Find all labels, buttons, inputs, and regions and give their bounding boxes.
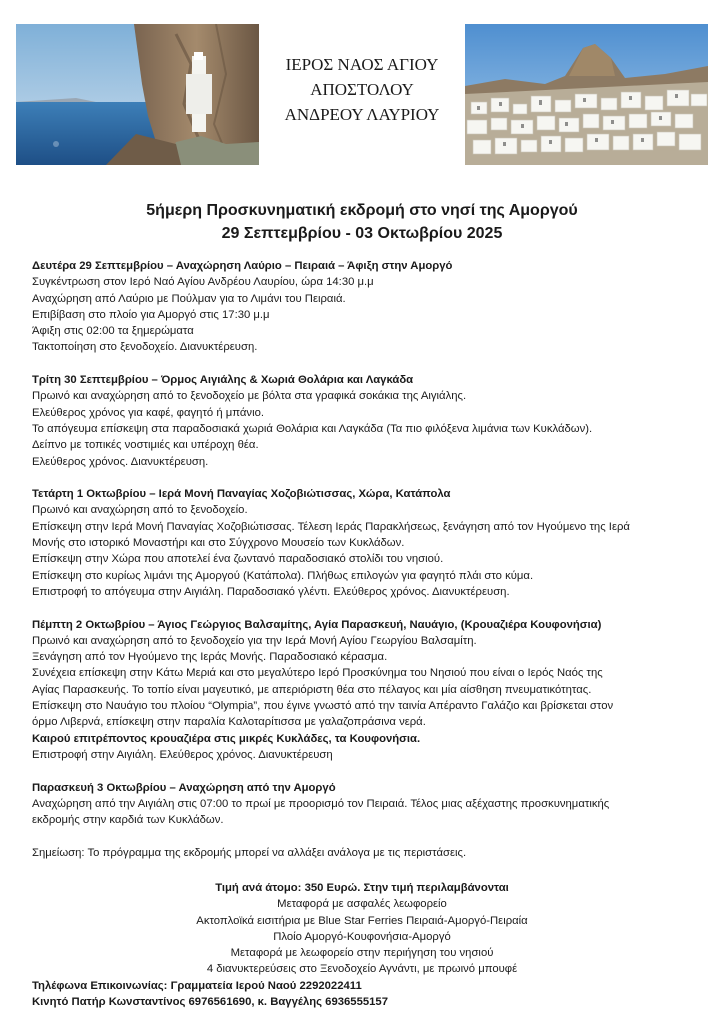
- church-name-line: ΑΠΟΣΤΟΛΟΥ: [310, 80, 414, 99]
- itinerary-line: Επίσκεψη στην Ιερά Μονή Παναγίας Χοζοβιώτισσας. Τέλεση Ιεράς Παρακλήσεως, ξενάγηση από τον Ηγούμενο της Ιερά: [32, 520, 630, 533]
- day-section: [32, 780, 704, 829]
- day-section: [32, 486, 704, 600]
- trip-title: [0, 199, 724, 245]
- included-item: Ακτοπλοϊκά εισιτήρια με Blue Star Ferries Πειραιά-Αμοργό-Πειραία: [196, 914, 528, 927]
- included-item: Πλοίο Αμοργό-Κουφονήσια-Αμοργό: [273, 930, 451, 943]
- price-heading: Τιμή ανά άτομο: 350 Ευρώ. Στην τιμή περιλαμβάνονται: [215, 882, 509, 894]
- itinerary-line: Άφιξη στις 02:00 τα ξημερώματα: [32, 325, 194, 338]
- itinerary-line: Δείπνο με τοπικές νοστιμιές και υπέροχη θέα.: [32, 439, 259, 452]
- itinerary-line: Επιστροφή το απόγευμα στην Αιγιάλη. Παραδοσιακό γλέντι. Ελεύθερος χρόνος. Διανυκτέρευση.: [32, 585, 510, 598]
- monastery-cliff-photo: [16, 24, 259, 165]
- included-item: 4 διανυκτερεύσεις στο Ξενοδοχείο Αγνάντι, με πρωινό μπουφέ: [206, 963, 518, 976]
- itinerary-line: Ξενάγηση από τον Ηγούμενο της Ιεράς Μονής. Παραδοσιακό κέρασμα.: [32, 651, 388, 664]
- cruise-notice: Καιρού επιτρέποντος κρουαζιέρα στις μικρές Κυκλάδες, τα Κουφονήσια.: [32, 732, 421, 745]
- itinerary-line: Επιστροφή στην Αιγιάλη. Ελεύθερος χρόνος. Διανυκτέρευση: [32, 748, 333, 761]
- itinerary-line: Αγίας Παρασκευής. Το τοπίο είναι μαγευτικό, με απεριόριστη θέα στο πέλαγος και μία αίσθηση πνευματικότητας.: [32, 683, 592, 696]
- contact-info: [32, 978, 704, 1011]
- itinerary-line: Ελεύθερος χρόνος για καφέ, φαγητό ή μπάνιο.: [32, 406, 265, 419]
- schedule-note: Σημείωση: Το πρόγραμμα της εκδρομής μπορεί να αλλάξει ανάλογα με τις περιστάσεις.: [32, 846, 467, 859]
- trip-title-line: 5ήμερη Προσκυνηματική εκδρομή στο νησί της Αμοργού: [146, 202, 578, 219]
- itinerary-line: Συνέχεια επίσκεψη στην Κάτω Μεριά και στο μεγαλύτερο Ιερό Προσκύνημα του Νησιού που είναι ο Ιερός Ναός της: [32, 667, 603, 680]
- day-heading: Δευτέρα 29 Σεπτεμβρίου – Αναχώρηση Λαύριο – Πειραιά – Άφιξη στην Αμοργό: [32, 260, 453, 272]
- itinerary-line: Πρωινό και αναχώρηση από το ξενοδοχείο με βόλτα στα γραφικά σοκάκια της Αιγιάλης.: [32, 390, 467, 403]
- day-heading: Τετάρτη 1 Οκτωβρίου – Ιερά Μονή Παναγίας Χοζοβιώτισσας, Χώρα, Κατάπολα: [32, 488, 451, 501]
- included-item: Μεταφορά με ασφαλές λεωφορείο: [277, 898, 447, 911]
- itinerary: [32, 258, 704, 861]
- itinerary-line: Τακτοποίηση στο ξενοδοχείο. Διανυκτέρευση.: [32, 341, 258, 354]
- header: [16, 24, 708, 166]
- itinerary-line: Συγκέντρωση στον Ιερό Ναό Αγίου Ανδρέου Λαυρίου, ώρα 14:30 μ.μ: [32, 276, 374, 289]
- itinerary-line: Αναχώρηση από Λαύριο με Πούλμαν για το Λιμάνι του Πειραιά.: [32, 292, 346, 305]
- day-heading: Πέμπτη 2 Οκτωβρίου – Άγιος Γεώργιος Βαλσαμίτης, Αγία Παρασκευή, Ναυάγιο, (Κρουαζιέρα Κουφονήσια): [32, 618, 602, 631]
- itinerary-line: Επίσκεψη στο Ναυάγιο του πλοίου “Olympia”, που έγινε γνωστό από την ταινία Απέραντο Γαλάζιο και βρίσκεται στον: [32, 700, 614, 713]
- contact-phone-mobile: Κινητό Πατήρ Κωνσταντίνος 6976561690, κ. Βαγγέλης 6936555157: [32, 996, 388, 1009]
- church-name-line: ΑΝΔΡΕΟΥ ΛΑΥΡΙΟΥ: [284, 105, 440, 124]
- itinerary-line: Επίσκεψη στο κυρίως λιμάνι της Αμοργού (Κατάπολα). Πλήθως επιλογών για φαγητό πλάι στο κύμα.: [32, 569, 534, 582]
- itinerary-line: εκδρομής στην καρδιά των Κυκλάδων.: [32, 814, 224, 827]
- itinerary-line: Πρωινό και αναχώρηση από το ξενοδοχείο για την Ιερά Μονή Αγίου Γεωργίου Βαλσαμίτη.: [32, 634, 477, 647]
- itinerary-line: Ελεύθερος χρόνος. Διανυκτέρευση.: [32, 455, 209, 468]
- itinerary-line: Το απόγευμα επίσκεψη στα παραδοσιακά χωριά Θολάρια και Λαγκάδα (Τα πιο φιλόξενα λιμάνια των Κυκλάδων).: [32, 422, 593, 435]
- monastery-cliff-image: [16, 24, 259, 165]
- church-name: [269, 52, 455, 127]
- itinerary-line: Αναχώρηση από την Αιγιάλη στις 07:00 το πρωί με προορισμό τον Πειραιά. Τέλος μιας αξέχαστης προσκυνηματικής: [32, 797, 610, 810]
- day-section: [32, 617, 704, 764]
- itinerary-line: Μονής στο ιστορικό Μοναστήρι και στο Σύγχρονο Μουσείο των Κυκλάδων.: [32, 537, 405, 550]
- itinerary-line: Επιβίβαση στο πλοίο για Αμοργό στις 17:30 μ.μ: [32, 308, 270, 321]
- itinerary-line: Πρωινό και αναχώρηση από το ξενοδοχείο.: [32, 504, 248, 517]
- church-name-line: ΙΕΡΟΣ ΝΑΟΣ ΑΓΙΟΥ: [285, 55, 439, 74]
- price-section: [0, 880, 724, 978]
- day-heading: Παρασκευή 3 Οκτωβρίου – Αναχώρηση από την Αμοργό: [32, 781, 336, 794]
- itinerary-line: όρμο Λιβερνά, επίσκεψη στην παραλία Καλοταρίτισσα με γαλαζοπράσινα νερά.: [32, 716, 426, 729]
- chora-village-image: [465, 24, 708, 165]
- day-section: [32, 258, 704, 356]
- day-section: [32, 372, 704, 470]
- chora-village-photo: [465, 24, 708, 165]
- day-heading: Τρίτη 30 Σεπτεμβρίου – Όρμος Αιγιάλης & Χωριά Θολάρια και Λαγκάδα: [32, 374, 414, 387]
- trip-dates: 29 Σεπτεμβρίου - 03 Οκτωβρίου 2025: [221, 225, 503, 242]
- itinerary-line: Επίσκεψη στην Χώρα που αποτελεί ένα ζωντανό παραδοσιακό στολίδι του νησιού.: [32, 553, 444, 566]
- contact-phone-office: Τηλέφωνα Επικοινωνίας: Γραμματεία Ιερού Ναού 2292022411: [32, 980, 362, 992]
- included-item: Μεταφορά με λεωφορείο στην περιήγηση του νησιού: [230, 947, 494, 960]
